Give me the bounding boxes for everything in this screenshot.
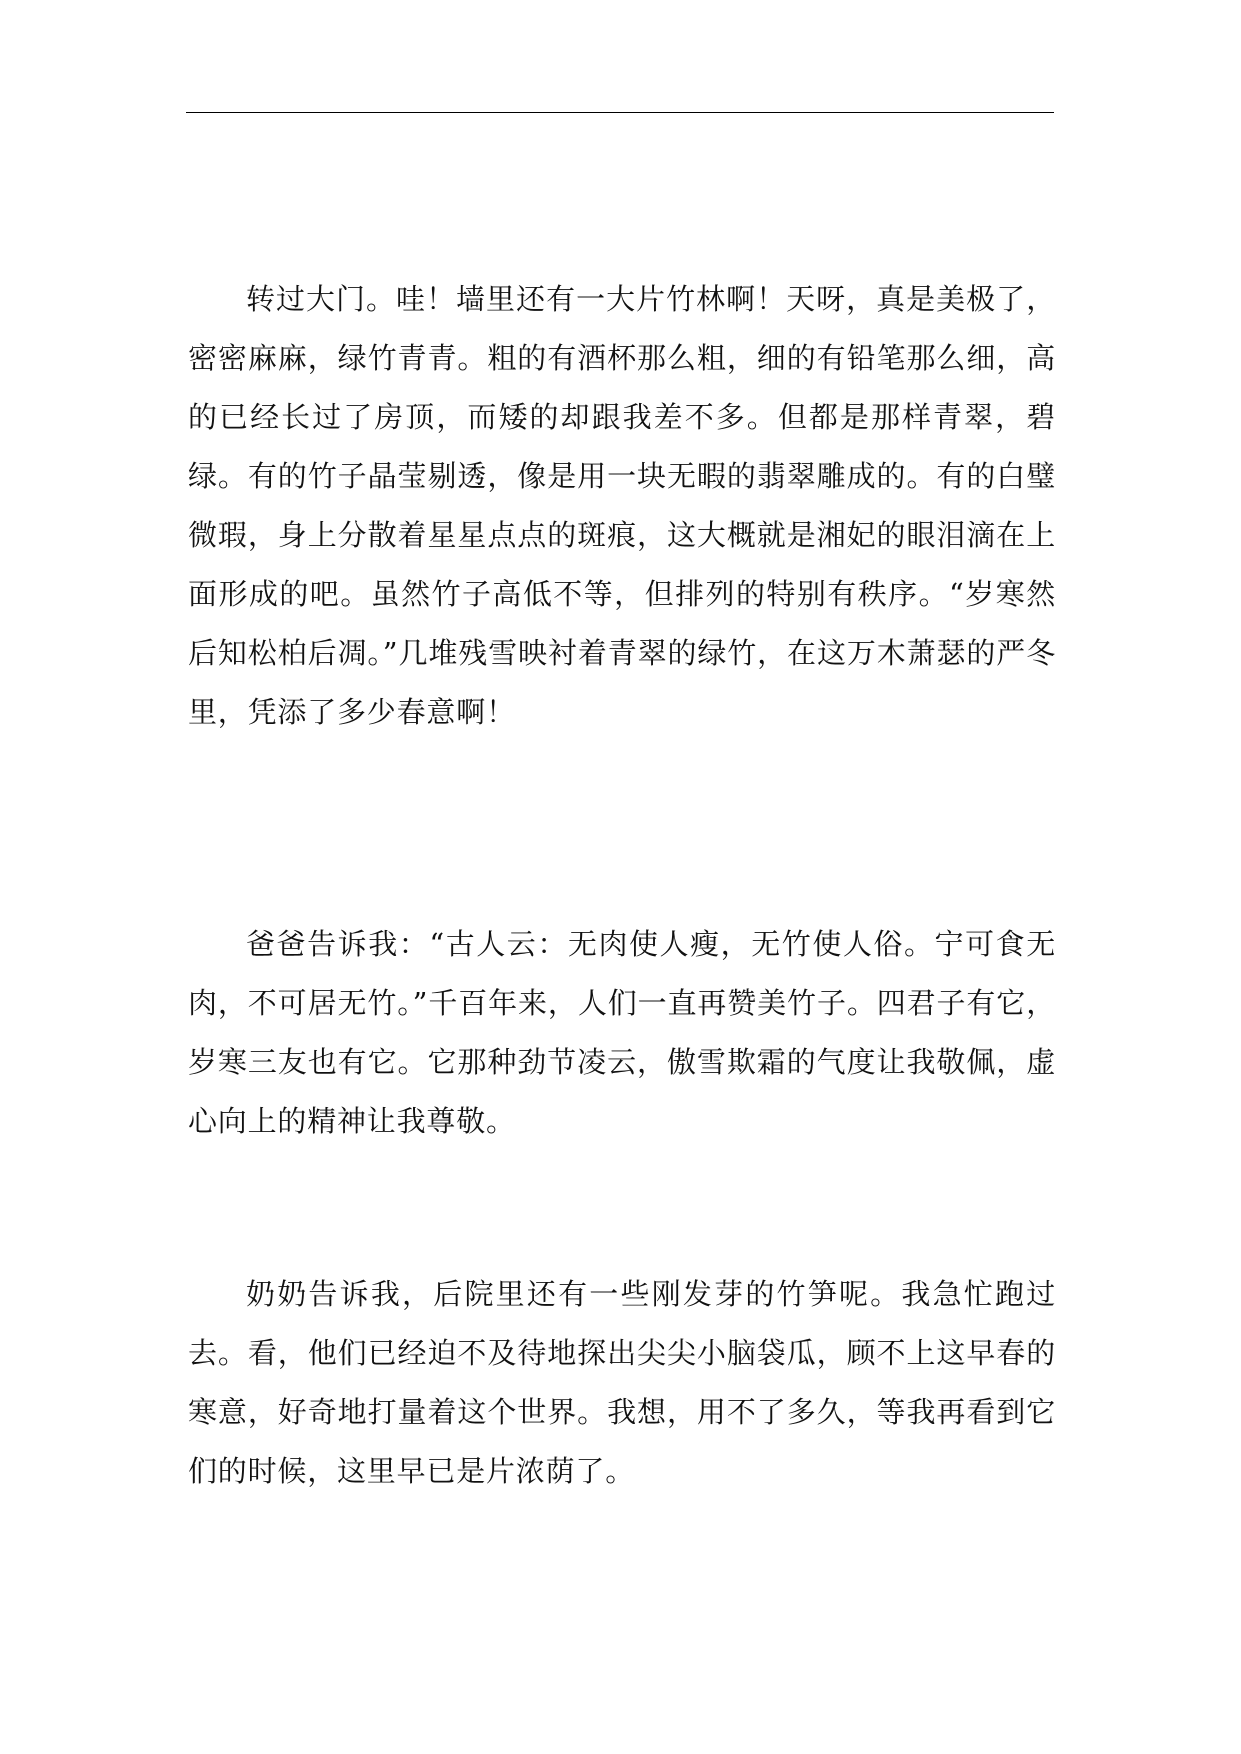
paragraph-bamboo-grove: 转过大门。哇！墙里还有一大片竹林啊！天呀，真是美极了，密密麻麻，绿竹青青。粗的有酒杯那么粗，细的有铅笔那么细，高的已经长过了房顶，而矮的却跟我差不多。但都是那样青翠，碧绿。有的竹子晶莹剔透，像是用一块无暇的翡翠雕成的。有的白璧微瑕，身上分散着星星点点的斑痕，这大概就是湘妃的眼泪滴在上面形成的吧。虽然竹子高低不等，但排列的特别有秩序。“岁寒然后知松柏后凋。”几堆残雪映衬着青翠的绿竹，在这万木萧瑟的严冬里，凭添了多少春意啊！ xyxy=(188,282,1056,729)
paragraph-father-quote: 爸爸告诉我：“古人云：无肉使人瘦，无竹使人俗。宁可食无肉，不可居无竹。”千百年来，人们一直再赞美竹子。四君子有它，岁寒三友也有它。它那种劲节凌云，傲雪欺霜的气度让我敬佩，虚心向上的精神让我尊敬。 xyxy=(188,927,1056,1138)
paragraph-bamboo-shoots: 奶奶告诉我，后院里还有一些刚发芽的竹笋呢。我急忙跑过去。看，他们已经迫不及待地探出尖尖小脑袋瓜，顾不上这早春的寒意，好奇地打量着这个世界。我想，用不了多久，等我再看到它们的时候，这里早已是片浓荫了。 xyxy=(188,1277,1056,1488)
header-rule xyxy=(186,112,1054,113)
